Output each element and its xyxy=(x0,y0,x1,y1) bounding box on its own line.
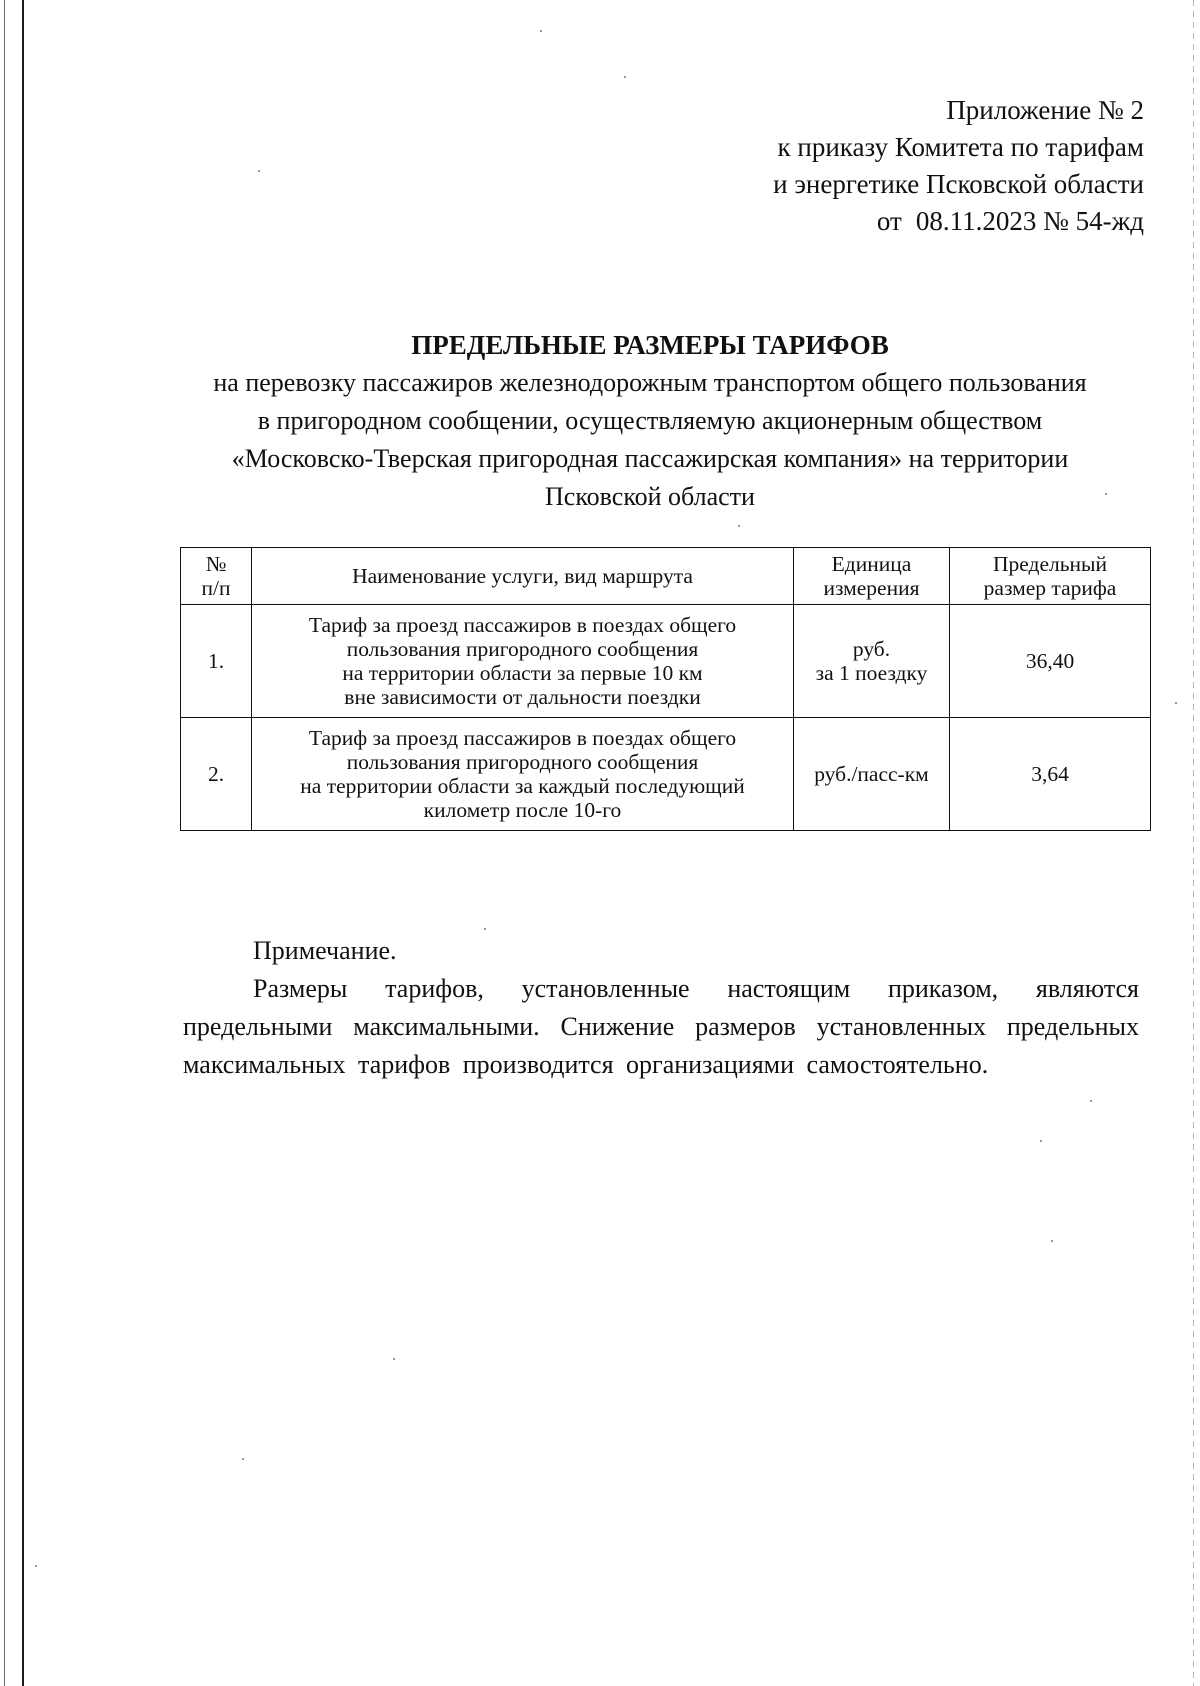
row-unit xyxy=(794,718,950,831)
scan-speck xyxy=(1040,1140,1042,1142)
row-tariff-value: 36,40 xyxy=(950,605,1151,718)
header-value-line: Предельный xyxy=(992,552,1107,576)
appendix-date-prefix: от xyxy=(876,206,902,236)
row-number: 1. xyxy=(181,605,252,718)
scan-speck xyxy=(484,928,486,930)
service-name-line: на территории области за каждый последующий xyxy=(300,774,745,798)
service-name-line: вне зависимости от дальности поездки xyxy=(344,685,701,709)
note-text: Размеры тарифов, установленные настоящим приказом, являются предельными максимальными. Снижение размеров установленных предельных максимальных тарифов производится организациями самостоятельно. xyxy=(183,974,1139,1079)
service-name-line: Тариф за проезд пассажиров в поездах общего xyxy=(308,613,737,637)
subtitle-line: Псковской области xyxy=(545,482,755,511)
scan-speck xyxy=(1175,702,1177,704)
table-row xyxy=(181,718,1151,831)
header-service-name: Наименование услуги, вид маршрута xyxy=(252,548,794,605)
unit-line: руб./пасс-км xyxy=(814,762,929,786)
scan-edge xyxy=(4,0,5,1686)
appendix-committee: и энергетике Псковской области xyxy=(773,169,1144,199)
header-unit xyxy=(794,548,950,605)
unit-line: за 1 поездку xyxy=(815,661,928,685)
scan-speck xyxy=(1090,1100,1092,1102)
header-unit-line: измерения xyxy=(823,576,920,600)
unit-line: руб. xyxy=(852,637,891,661)
title-subtitle xyxy=(150,364,1150,516)
service-name-line: километр после 10-го xyxy=(423,798,622,822)
scan-speck xyxy=(242,1458,244,1460)
scan-speck xyxy=(258,170,260,172)
service-name-line: пользования пригородного сообщения xyxy=(346,637,699,661)
subtitle-line: в пригородном сообщении, осуществляемую акционерным обществом xyxy=(257,406,1043,435)
appendix-order-ref: к приказу Комитета по тарифам xyxy=(777,132,1144,162)
title-main: ПРЕДЕЛЬНЫЕ РАЗМЕРЫ ТАРИФОВ xyxy=(411,330,889,360)
subtitle-line: «Московско-Тверская пригородная пассажирская компания» на территории xyxy=(231,444,1069,473)
service-name-line: пользования пригородного сообщения xyxy=(346,750,699,774)
row-service-name xyxy=(252,718,794,831)
scan-speck xyxy=(1051,1240,1053,1242)
header-number-line: п/п xyxy=(201,576,231,600)
header-tariff-value xyxy=(950,548,1151,605)
scan-speck xyxy=(540,30,542,32)
service-name-line: Тариф за проезд пассажиров в поездах общего xyxy=(308,726,737,750)
appendix-title: Приложение № 2 xyxy=(946,95,1144,125)
row-service-name xyxy=(252,605,794,718)
row-number: 2. xyxy=(181,718,252,831)
header-number xyxy=(181,548,252,605)
appendix-date-number: 08.11.2023 № 54-жд xyxy=(915,206,1144,236)
scan-speck xyxy=(624,76,626,78)
table-row xyxy=(181,605,1151,718)
header-number-line: № xyxy=(205,552,227,576)
service-name-line: на территории области за первые 10 км xyxy=(342,661,703,685)
note-heading: Примечание. xyxy=(253,936,397,965)
header-unit-line: Единица xyxy=(831,552,912,576)
scan-speck xyxy=(393,1358,395,1360)
appendix-date-line xyxy=(773,203,1144,240)
tariff-table xyxy=(180,547,1151,831)
document-title xyxy=(150,326,1150,516)
scan-edge xyxy=(22,0,24,1686)
table-header-row xyxy=(181,548,1151,605)
header-value-line: размер тарифа xyxy=(983,576,1117,600)
scan-edge xyxy=(1193,0,1194,1686)
subtitle-line: на перевозку пассажиров железнодорожным транспортом общего пользования xyxy=(213,368,1087,397)
note-section xyxy=(183,932,1139,1084)
row-tariff-value: 3,64 xyxy=(950,718,1151,831)
scan-speck xyxy=(35,1565,37,1567)
appendix-header xyxy=(773,92,1144,240)
scan-speck xyxy=(738,525,740,527)
row-unit xyxy=(794,605,950,718)
